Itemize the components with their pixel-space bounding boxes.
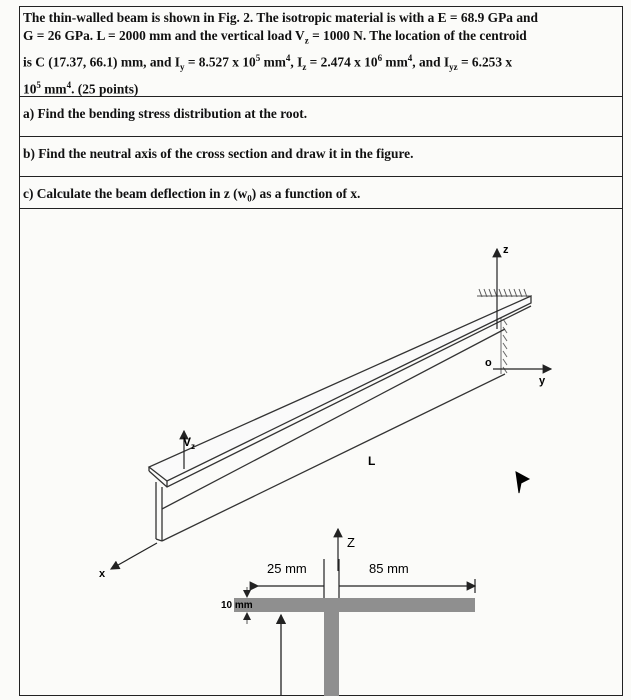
- problem-line-3: is C (17.37, 66.1) mm, and $I_y = 8.527$ x $10^5$ $mm^4$, $I_z = 2.474$ x $10^6$ $mm^4$, and $I_{yz} = 6.253$ x: [23, 52, 513, 72]
- y-axis-label: y: [539, 375, 546, 387]
- cross-section: [221, 529, 475, 696]
- wall-side-hatch: [501, 317, 507, 374]
- dim-25: 25 mm: [267, 561, 307, 576]
- x-axis: [111, 543, 157, 569]
- z-axis-label: z: [503, 244, 509, 256]
- dim-10: 10 mm: [221, 600, 253, 611]
- question-c: c) Calculate the beam deflection in z $(w_0)$ as a function of x.: [19, 177, 623, 209]
- problem-line-4: $10^5$ $mm^4$. (25 points): [23, 79, 139, 97]
- wall-hatch: [477, 289, 531, 297]
- question-b: b) Find the neutral axis of the cross section and draw it in the figure.: [19, 137, 623, 177]
- problem-line-1: The thin-walled beam is shown in Fig. 2. The isotropic material is with a E = 68.9 GPa and: [23, 10, 538, 25]
- cursor-icon: [516, 472, 529, 493]
- problem-statement: [19, 6, 623, 97]
- dim-85: 85 mm: [369, 561, 409, 576]
- length-label: L: [368, 454, 376, 468]
- load-label: $V_z$: [183, 435, 196, 451]
- origin-label: o: [485, 357, 492, 369]
- beam-figure: [19, 209, 623, 696]
- section-web: [324, 612, 339, 696]
- section-z-label: Z: [347, 535, 355, 550]
- beam-web: [156, 329, 505, 541]
- beam-flange: [149, 296, 531, 487]
- section-flange: [234, 598, 475, 612]
- question-a: a) Find the bending stress distribution at the root.: [19, 97, 623, 137]
- problem-line-2: G = 26 GPa. L = 2000 mm and the vertical load $V_z = 1000$ N. The location of the centroid: [23, 27, 527, 46]
- x-axis-label: x: [99, 568, 106, 580]
